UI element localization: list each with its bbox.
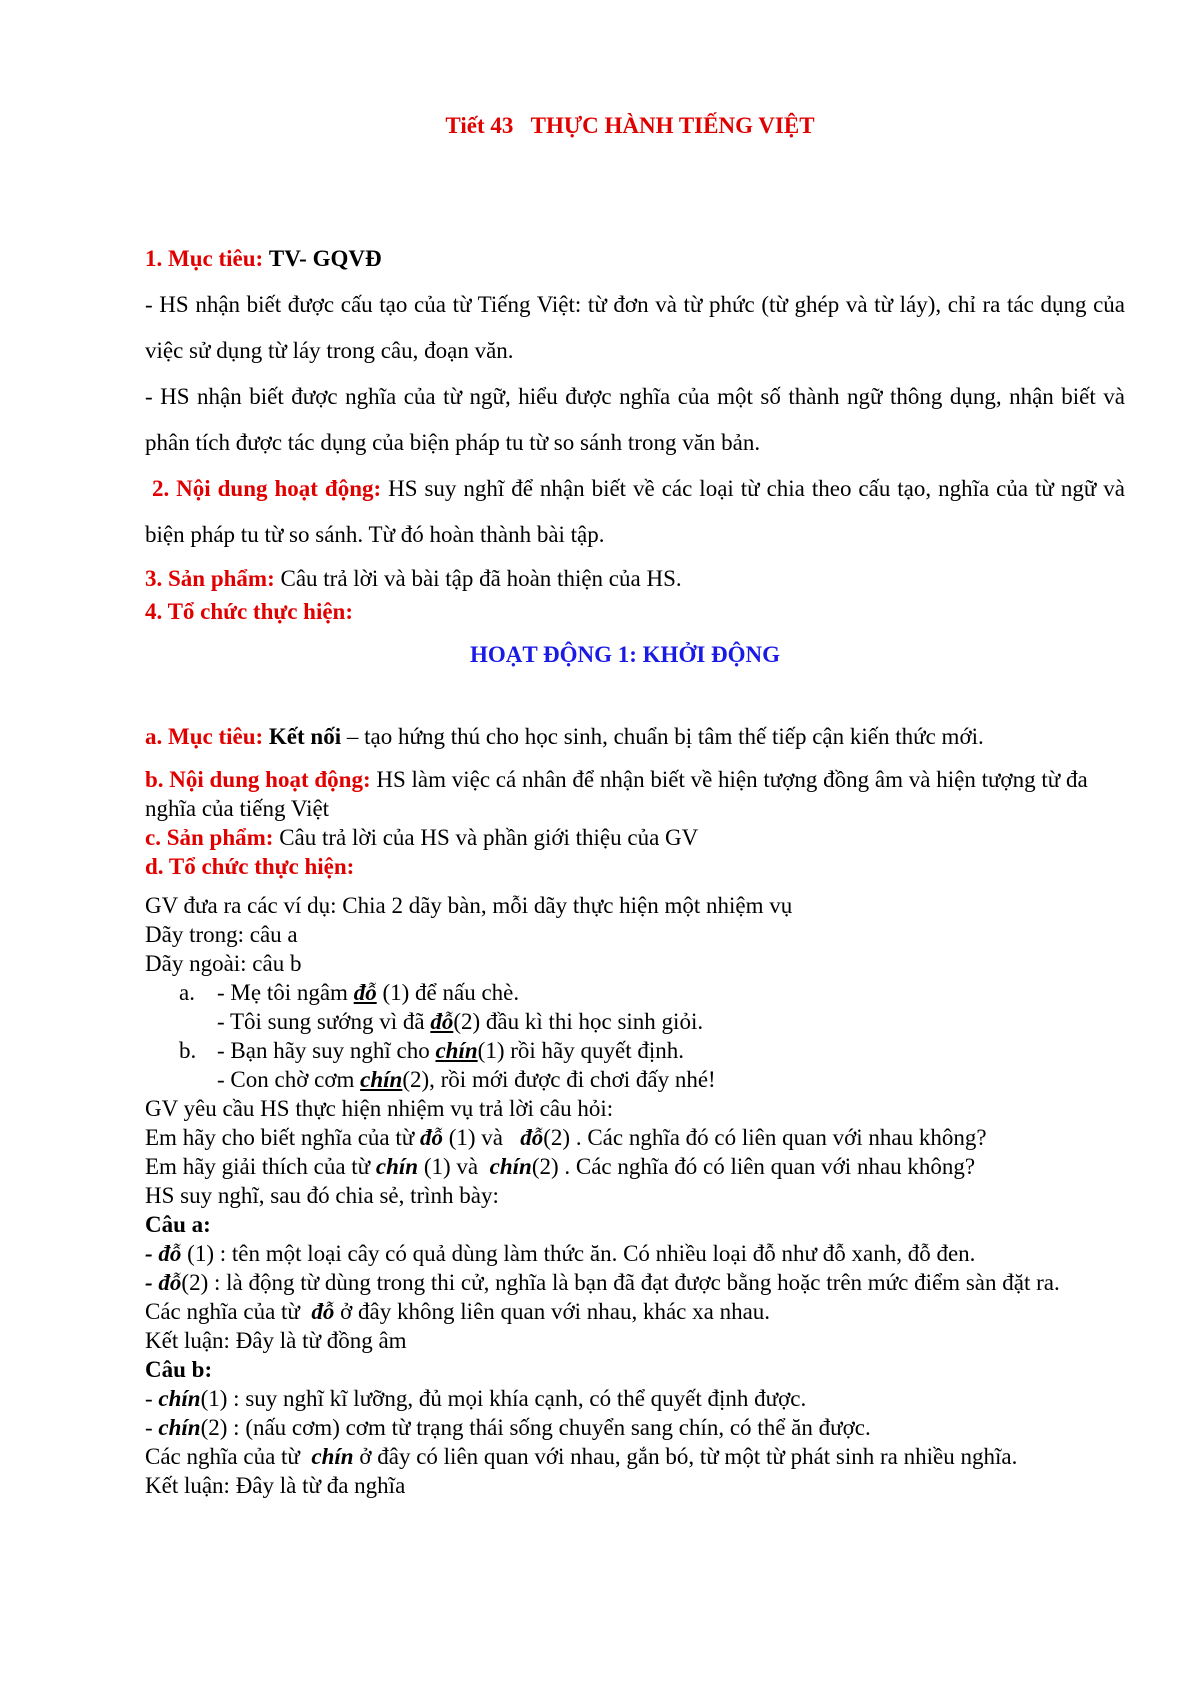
activity-1-objective: a. Mục tiêu: Kết nối – tạo hứng thú cho học sinh, chuẩn bị tâm thế tiếp cận kiến thức mới.: [145, 724, 984, 749]
answer-a-1: - đỗ (1) : tên một loại cây có quả dùng làm thức ăn. Có nhiều loại đỗ như đỗ xanh, đỗ đen.: [145, 1241, 976, 1266]
gv-task: GV yêu cầu HS thực hiện nhiệm vụ trả lời câu hỏi:: [145, 1096, 614, 1121]
product-paragraph: 3. Sản phẩm: Câu trả lời và bài tập đã hoàn thiện của HS.: [145, 566, 682, 591]
answer-a-conclusion: Kết luận: Đây là từ đồng âm: [145, 1328, 407, 1353]
answer-a-2: - đỗ(2) : là động từ dùng trong thi cử, nghĩa là bạn đã đạt được bằng hoặc trên mức điểm sàn đặt ra.: [145, 1270, 1060, 1295]
gv-intro: GV đưa ra các ví dụ: Chia 2 dãy bàn, mỗi dãy thực hiện một nhiệm vụ: [145, 893, 793, 918]
answer-b-meaning: Các nghĩa của từ chín ở đây có liên quan với nhau, gắn bó, từ một từ phát sinh ra nhiều nghĩa.: [145, 1444, 1018, 1469]
answer-a-heading: Câu a:: [145, 1212, 211, 1237]
activity-1-product: c. Sản phẩm: Câu trả lời của HS và phần giới thiệu của GV: [145, 825, 699, 850]
row-outer: Dãy ngoài: câu b: [145, 951, 302, 976]
lesson-number: Tiết 43: [445, 113, 514, 138]
organization-heading: 4. Tổ chức thực hiện:: [145, 599, 353, 624]
example-a-2: - Tôi sung sướng vì đã đỗ(2) đầu kì thi học sinh giỏi.: [217, 1009, 704, 1034]
answer-b-conclusion: Kết luận: Đây là từ đa nghĩa: [145, 1473, 406, 1498]
answer-b-1: - chín(1) : suy nghĩ kĩ lưỡng, đủ mọi khía cạnh, có thể quyết định được.: [145, 1386, 807, 1411]
hs-share: HS suy nghĩ, sau đó chia sẻ, trình bày:: [145, 1183, 499, 1208]
objectives-section: [145, 236, 1125, 626]
objectives-line-1: - HS nhận biết được cấu tạo của từ Tiếng Việt: từ đơn và từ phức (từ ghép và từ láy), chỉ ra tác dụng của việc sử dụng từ láy trong câu, đoạn văn.: [145, 292, 1125, 363]
activity-1-content: b. Nội dung hoạt động: HS làm việc cá nhân để nhận biết về hiện tượng đồng âm và hiện tượng từ đa nghĩa của tiếng Việt: [145, 767, 1088, 821]
page-title: [145, 113, 1115, 139]
activity-1-body: [145, 891, 1125, 1500]
answer-a-meaning: Các nghĩa của từ đỗ ở đây không liên quan với nhau, khác xa nhau.: [145, 1299, 771, 1324]
objectives-heading: 1. Mục tiêu: TV- GQVĐ: [145, 246, 382, 271]
activity-1-heading: HOẠT ĐỘNG 1: KHỞI ĐỘNG: [469, 642, 781, 667]
example-a-1: a. - Mẹ tôi ngâm đỗ (1) để nấu chè.: [179, 980, 520, 1005]
activity-1-section: [145, 722, 1125, 881]
objectives-line-2: - HS nhận biết được nghĩa của từ ngữ, hiểu được nghĩa của một số thành ngữ thông dụng, nhận biết và phân tích được tác dụng của biện pháp tu từ so sánh trong văn bản.: [145, 384, 1125, 455]
activity-1-organization: d. Tổ chức thực hiện:: [145, 854, 355, 879]
answer-b-2: - chín(2) : (nấu cơm) cơm từ trạng thái sống chuyển sang chín, có thể ăn được.: [145, 1415, 871, 1440]
lesson-title: THỰC HÀNH TIẾNG VIỆT: [530, 113, 815, 138]
question-2: Em hãy giải thích của từ chín (1) và chín(2) . Các nghĩa đó có liên quan với nhau không?: [145, 1154, 976, 1179]
example-b-2: - Con chờ cơm chín(2), rồi mới được đi chơi đấy nhé!: [217, 1067, 716, 1092]
content-paragraph: 2. Nội dung hoạt động: HS suy nghĩ để nhận biết về các loại từ chia theo cấu tạo, nghĩa của từ ngữ và biện pháp tu từ so sánh. Từ đó hoàn thành bài tập.: [145, 476, 1125, 547]
row-inner: Dãy trong: câu a: [145, 922, 298, 947]
example-b-1: b. - Bạn hãy suy nghĩ cho chín(1) rồi hãy quyết định.: [179, 1038, 684, 1063]
answer-b-heading: Câu b:: [145, 1357, 213, 1382]
question-1: Em hãy cho biết nghĩa của từ đỗ (1) và đỗ(2) . Các nghĩa đó có liên quan với nhau không?: [145, 1125, 987, 1150]
